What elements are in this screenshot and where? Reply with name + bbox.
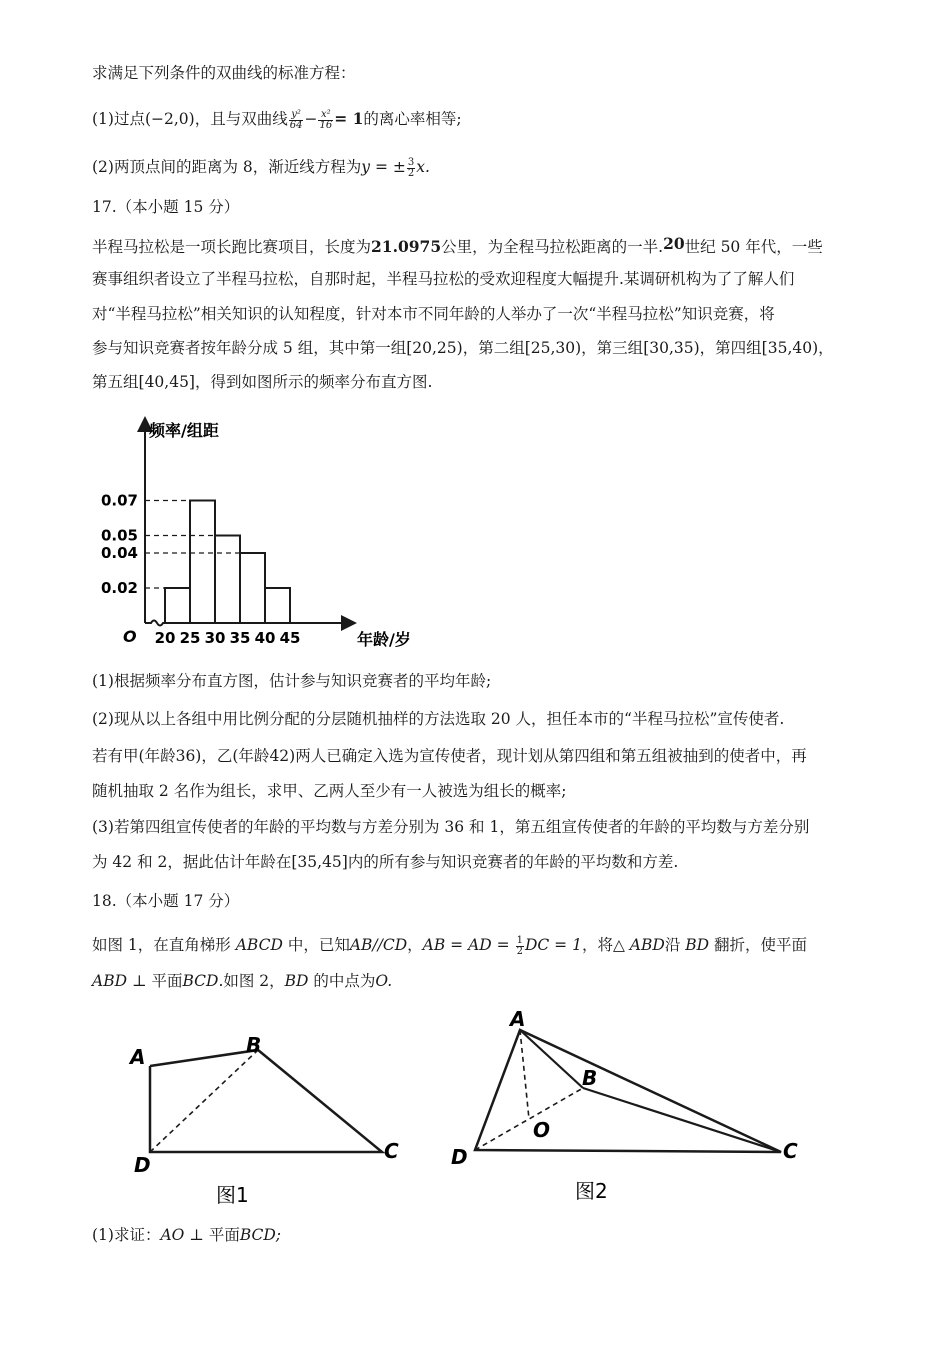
q16-p1-f1-numerator: y² [289,110,304,121]
q17-sub2-line3: 随机抽取 2 名作为组长，求甲、乙两人至少有一人被选为组长的概率; [92,782,567,800]
q17-line5 [92,371,432,393]
q18-header: 18.（本小题 17 分） [92,892,240,910]
hist-bar-25-30 [190,501,215,624]
hist-x-axis-label: 年龄/岁 [357,630,411,649]
q17-sub2-line2 [92,745,807,767]
q17-s2-b1: 若有甲 [92,747,139,765]
fig2-caption: 图2 [575,1179,608,1203]
q16-p1-fraction-x [318,110,333,131]
fig2-outer-triangle [475,1030,781,1152]
q17-header: 17.（本小题 15 分） [92,198,240,216]
q16-p1-text-c: 的离心率相等; [363,110,462,128]
q18-bcd: BCD [182,972,219,990]
q17-l4-b: ，第二组 [462,339,525,357]
fig1-label-c: C [384,1139,399,1163]
q18-l1-f: 翻折，使平面 [709,936,808,954]
q16-part1 [92,108,462,131]
figure-2-folded [445,1010,825,1210]
hist-xtick-45: 45 [279,629,301,647]
q18-line1 [92,934,807,957]
hist-bar-35-40 [240,553,265,623]
hist-ytick-0.04: 0.04 [100,544,138,562]
q18-midpoint-o: O. [375,972,393,990]
q17-l1-a: 半程马拉松是一项长跑比赛项目，长度为 [92,238,372,256]
q17-s3-b3: 内的所有参与知识竞赛者的年龄的平均数和方差. [347,853,679,871]
q17-l5-b: ，得到如图所示的频率分布直方图. [194,373,433,391]
q18-s1-number: (1) [92,1226,114,1244]
fig2-edge-ab [520,1030,583,1088]
fig2-label-b: B [582,1066,598,1090]
q18-eq1: AB = AD = [422,936,515,954]
q17-length: 21.0975 [371,237,442,256]
q16-p1-text-a: 过点 [113,110,145,128]
q18-l2-c: 的中点为 [308,972,376,990]
q16-intro: 求满足下列条件的双曲线的标准方程： [92,64,356,82]
q17-s2-text-a: 现从以上各组中用比例分配的分层随机抽样的方法选取 20 人，担任本市的“半程马拉松”宣传使者. [113,710,785,728]
q18-bd: BD [685,936,710,954]
q17-l5-a: 第五组 [92,373,139,391]
q17-l4-a: 参与知识竞赛者按年龄分成 5 组，其中第一组 [92,339,407,357]
hist-xtick-40: 40 [254,629,276,647]
q16-p2-f-denominator: 2 [407,167,415,179]
q16-p1-f2-numerator: x² [318,110,333,121]
fig1-outline [150,1050,382,1152]
q17-group4: [35,40) [761,339,819,357]
q18-l1-b: 中，已知 [282,936,350,954]
q18-l1-e: 沿 [664,936,686,954]
q17-group3: [30,35) [643,339,700,357]
q17-s1-text: 根据频率分布直方图，估计参与知识竞赛者的平均年龄; [113,672,492,690]
q18-s1-text-b: 平面 [208,1226,240,1244]
hist-bar-40-45 [265,588,290,623]
q18-l1-d: ，将 [581,936,613,954]
q18-eq2: DC = 1 [524,936,582,954]
fig2-label-a: A [510,1010,526,1031]
fig2-dashed-ao [520,1030,529,1119]
q17-s3-text-a: 若第四组宣传使者的年龄的平均数与方差分别为 36 和 1，第五组宣传使者的年龄的平均数与方差分别 [113,818,810,836]
q18-l2-bd: BD [284,972,309,990]
q16-p1-fraction-y [289,110,304,131]
q17-sub3-line2 [92,851,678,873]
q16-part2 [92,156,430,179]
q18-sub1 [92,1224,281,1246]
q18-f-numerator: 1 [516,934,523,946]
hist-x-axis [145,621,355,626]
q16-p2-text: 两顶点间的距离为 8，渐近线方程为 [113,158,362,176]
hist-y-axis-label: 频率/组距 [149,421,219,440]
q17-sub2-line1 [92,708,784,730]
hist-xtick-30: 30 [204,629,226,647]
q17-s2-age42: 42) [269,747,296,765]
q17-s3-interval: [35,45] [291,853,348,871]
fig2-label-d: D [451,1145,468,1169]
hist-origin-label: O [123,627,137,646]
q16-p2-x: x. [416,158,430,176]
q18-parallel: AB//CD [349,936,408,954]
fig2-label-o: O [533,1118,551,1142]
q16-p1-equals-one: = 1 [334,109,364,128]
q17-l1-b: 公里，为全程马拉松距离的一半. [441,238,664,256]
hist-xtick-20: 20 [154,629,176,647]
q18-line2 [92,970,392,992]
q17-sub1 [92,670,491,692]
hist-bar-20-25 [165,588,190,623]
q16-p2-f-numerator: 3 [407,156,415,168]
q16-p2-fraction [407,158,415,179]
hist-xtick-25: 25 [179,629,201,647]
q18-l1-c: ， [407,936,423,954]
q17-l1-c: 世纪 50 年代，一些 [684,238,823,256]
q17-line4 [92,337,834,359]
fig1-label-b: B [246,1033,262,1057]
q17-group2: [25,30) [524,339,582,357]
q18-abd-perp: ABD ⊥ [92,972,152,990]
q17-group5: [40,45] [138,373,195,391]
q16-p1-text-b: ，且与双曲线 [194,110,288,128]
fig2-label-c: C [783,1139,798,1163]
q17-s2-b5: (年龄 [232,747,270,765]
q17-s1-number: (1) [92,672,114,690]
q17-s2-b2: (年龄 [138,747,176,765]
hist-ytick-0.07: 0.07 [100,491,138,510]
fig1-label-d: D [134,1153,151,1177]
q17-s3-b1: 为 42 和 2，据此估计年龄在 [92,853,292,871]
q17-l4-d: ，第四组 [699,339,762,357]
q17-line2: 赛事组织者设立了半程马拉松，自那时起，半程马拉松的受欢迎程度大幅提升.某调研机构为了了解人们 [92,270,795,288]
q18-l2-b: .如图 2， [218,972,285,990]
q16-p1-minus: − [304,110,318,128]
q17-line1 [92,233,823,258]
q18-abcd: ABCD [235,936,283,954]
q17-s2-b7: 两人已确定入选为宣传使者，现计划从第四组和第五组被抽到的使者中，再 [295,747,807,765]
q18-l2-a: 平面 [151,972,183,990]
q17-l4-c: ，第三组 [581,339,644,357]
fig1-diagonal-bd [150,1050,258,1152]
q18-s1-text-a: 求证： [113,1226,161,1244]
q17-l4-e: ， [818,339,834,357]
hist-ytick-0.05: 0.05 [100,526,138,545]
figure-1-trapezoid [120,1030,420,1230]
q17-s2-age36: 36) [175,747,202,765]
frequency-histogram [100,410,411,650]
q17-s2-number: (2) [92,710,114,728]
q16-p2-number: (2) [92,158,114,176]
fig1-caption: 图1 [216,1183,249,1207]
q17-century: 20 [663,234,685,253]
q17-group1: [20,25) [406,339,463,357]
q18-ao-perp: AO ⊥ [160,1226,209,1244]
q18-l1-a: 如图 1，在直角梯形 [92,936,236,954]
fig2-edge-bc [583,1088,781,1152]
q16-p1-number: (1) [92,110,114,128]
hist-bar-30-35 [215,536,240,624]
q18-f-denominator: 2 [516,945,523,957]
hist-xtick-35: 35 [229,629,251,647]
q16-p1-f1-denominator: 64 [289,119,303,131]
q18-triangle: △ ABD [612,936,665,954]
q16-p1-f2-denominator: 16 [319,119,333,131]
q18-half-fraction [516,936,524,957]
q17-s3-number: (3) [92,818,114,836]
q16-p2-y: y = ± [361,158,406,176]
hist-ytick-0.02: 0.02 [100,579,138,597]
q17-s2-b4: ，乙 [201,747,233,765]
q17-line3: 对“半程马拉松”相关知识的认知程度，针对本市不同年龄的人举办了一次“半程马拉松”知识竞赛，将 [92,305,775,323]
q16-p1-point: (−2,0) [144,110,195,128]
q18-s1-bcd: BCD; [239,1226,282,1244]
q17-sub3-line1 [92,816,809,838]
fig1-label-a: A [130,1045,146,1069]
